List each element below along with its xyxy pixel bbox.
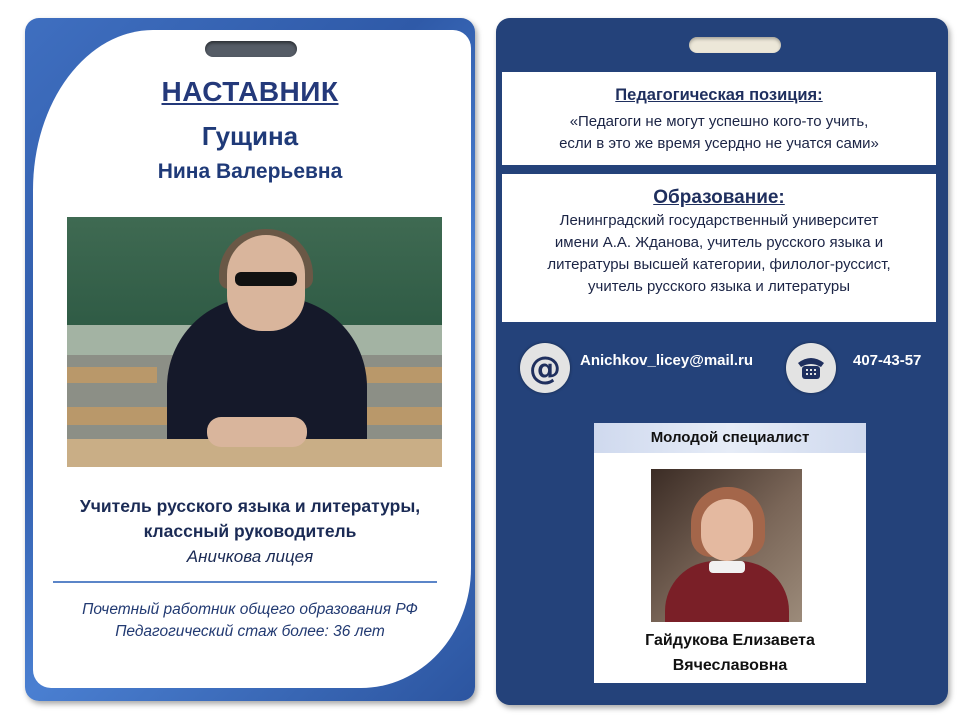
telephone-icon <box>786 343 836 393</box>
education-heading: Образование: <box>653 187 785 208</box>
young-specialist-name-line1: Гайдукова Елизавета <box>645 632 815 649</box>
mentor-badge <box>25 18 475 701</box>
young-specialist-photo <box>651 469 802 622</box>
mentor-lyceum: Аничкова лицея <box>186 547 314 566</box>
mentor-role-line2: классный руководитель <box>143 521 357 541</box>
young-specialist-card <box>594 423 866 683</box>
mentor-honor-line2: Педагогический стаж более: 36 лет <box>115 623 385 640</box>
mentor-honor <box>25 599 475 643</box>
mentor-title: НАСТАВНИК <box>161 76 339 107</box>
position-quote-line1: «Педагоги не могут успешно кого-то учить, <box>569 113 869 130</box>
position-quote-line2: если в это же время усердно не учатся сами» <box>559 135 879 152</box>
education-line4: учитель русского языка и литературы <box>588 278 850 295</box>
email-link[interactable]: Anichkov_licey@mail.ru <box>580 352 754 369</box>
young-specialist-name-line2: Вячеславовна <box>672 657 788 674</box>
education-line2: имени А.А. Жданова, учитель русского языка и <box>554 234 884 251</box>
at-sign-icon: @ <box>520 343 570 393</box>
lanyard-slot <box>689 37 781 53</box>
phone-number[interactable]: 407-43-57 <box>853 352 922 369</box>
mentor-role <box>45 494 455 544</box>
divider <box>53 581 437 583</box>
lanyard-slot <box>205 41 297 57</box>
education-line3: литературы высшей категории, филолог-руссист, <box>547 256 891 273</box>
position-heading: Педагогическая позиция: <box>615 86 823 104</box>
info-badge <box>496 18 948 705</box>
pedagogical-position-box <box>502 72 936 165</box>
education-line1: Ленинградский государственный университет <box>559 212 879 229</box>
mentor-surname: Гущина <box>201 121 299 151</box>
position-quote <box>502 111 936 155</box>
young-specialist-header: Молодой специалист <box>594 423 866 453</box>
mentor-photo <box>67 217 442 467</box>
mentor-role-line1: Учитель русского языка и литературы, <box>79 496 421 516</box>
education-text <box>502 210 936 298</box>
young-specialist-name <box>594 628 866 678</box>
education-box <box>502 174 936 322</box>
mentor-first-names: Нина Валерьевна <box>157 160 343 183</box>
mentor-honor-line1: Почетный работник общего образования РФ <box>82 601 418 618</box>
